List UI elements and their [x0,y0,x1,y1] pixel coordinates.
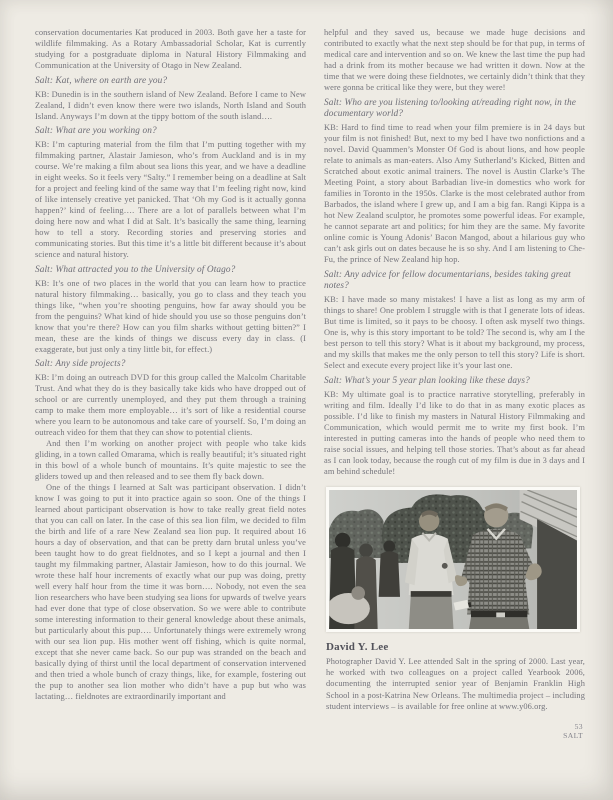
interview-answer: conservation documentaries Kat produced in 2003. Both gave her a taste for wildlife filmmaking. As a Rotary Ambassadorial Scholar, Kat is currently studying for a postgraduate diploma in Natural History Filmmaking and Communication at the University of Otago in New Zealand. [35,28,306,70]
interview-answer: KB: Hard to find time to read when your film premiere is in 24 days but your film is not finished! But, next to my bed I have two nonfictions and a novel. David Quammen’s Monster Of God is about lions, and how people relate to animals as man-eaters. Also Amy Sutherland’s Kicked, Bitten and Scratched about exotic animal trainers. The novel is Austin Clarke’s The Meeting Point, a story about Barbadian live-in domestics who work for families in Toronto in the 1950s. Clarke is the most celebrated author from Barbados, the island where I grew up, and I am a big fan. Rangi Kippa is a hot New Zealand sculptor, he promotes some powerful ideas. For example, he cannot separate art and politics; for him they are the same. My favorite online comic is Young Adonis’ Bacon Mangod, about a hilarious guy who can’t ask girls out on dates because he is so shy. And I am listening to Che-Fu, the prince of New Zealand hip hop. [324,123,585,264]
left-column [35,27,306,702]
interview-answer: KB: Dunedin is in the southern island of New Zealand. Before I came to New Zealand, I didn’t even know there were two islands, North Island and South Island. Anyways I’m down at the tippy bottom of the south island…. [35,89,306,121]
right-column-text [324,27,585,477]
interview-question: Salt: Any side projects? [35,359,126,369]
interview-question: Salt: What’s your 5 year plan looking like these days? [324,375,530,386]
interview-answer: And then I’m working on another project with people who take kids gliding, in a town called Omarama, which is really beautiful; it’s situated right in this bowl of a whole bunch of mountains. It’s quite majestic to see the gliders towed up and then released and to see them fly back down. [35,439,306,481]
interview-answer: KB: It’s one of two places in the world that you can learn how to practice natural history filmmaking… basically, you go to class and they teach you things like, “when you’re shooting penguins, how far away should you be from the penguins? What kind of hide should you use so those penguins don’t know that you’re there? How can you film sharks without getting bitten?” I mean, these are the kinds of things we discuss every day in class. (I exaggerate, but just only a tiny little bit, for effect.) [35,278,306,354]
interview-answer: KB: I have made so many mistakes! I have a list as long as my arm of things to share! One problem I struggle with is that I generate lots of ideas. But time is limited, so it pays to be choosy. I often ask myself two things. One is, why is this story important to be told? The second is, why am I the best person to tell this story? What is it about my background, my process, and my skills that makes me the only person to tell this story? Life is short. Select and execute every project like it’s your last one. [324,295,585,370]
photo-two-men-outdoors [329,490,577,629]
photo-caption-title: David Y. Lee [326,640,389,653]
interview-answer: helpful and they saved us, because we made huge decisions and contributed to exactly what the next step should be for that pup, in terms of medical care and intervention and so on. We knew the last time the pup had had a drink from its mother because we had written it down. Now at the time that we were doing these fieldnotes, we certainly didn’t think that they were gonna be critical like they were, but they were! [324,28,585,92]
interview-question: Salt: Kat, where on earth are you? [35,75,168,86]
interview-question: Salt: Any advice for fellow documentarians, besides taking great notes? [324,269,571,291]
interview-answer: One of the things I learned at Salt was participant observation. I didn’t know I was going to put it into practice again so soon. One of the things I learned about participant observation is how to take really great field notes that you can call on later. In the case of this sea lion film, we decided to film the birth and life of a rare New Zealand sea lion pup. It required about 16 hours a day of observation, and that can be pretty darn brutal unless you’ve been taught how to do great fieldnotes, and so I kept a journal and then I taught my filmmaking partner, Alastair Jamieson, how to do this journal. We wrote these half hour increments of exactly what our pup was doing, pretty well every half hour from the time it was born…. Nobody, not even the sea lion researchers who have been studying sea lions for upwards of twelve years had ever done that type of close observation. So we were able to contribute some interesting information to their general knowledge about these animals, but particularly about this pup…. Unfortunately things were extremely wrong with our sea lion pup. His mother went off fishing, which is quite normal, except that she never came back. So our pup was stranded on the beach and basically dying of thirst until the local department of conservation intervened and then tried a whole bunch of crazy things, like, for example, fostering out the pup to another sea lion mother who didn’t have a pup but who was lactating… fieldnotes are extraordinarily important and [35,483,306,701]
interview-question: Salt: What are you working on? [35,126,157,136]
interview-answer: KB: I’m doing an outreach DVD for this group called the Malcolm Charitable Trust. And what they do is they basically take kids who have dropped out of school or are currently unemployed, and they put them through a training camp to make them more employable… it’s sort of like a residential course where you learn to be autonomous and take care of yourself. So, I’m doing an outreach video for them that they can show to potential clients. [35,373,306,437]
interview-question: Salt: What attracted you to the University of Otago? [35,264,236,275]
photo-caption: Photographer David Y. Lee attended Salt in the spring of 2000. Last year, he worked with two colleagues on a project called Yearbook 2006, documenting the interrupted senior year of Benjamin Franklin High School in a post-Katrina New Orleans. The multimedia project – including student interviews – is available for free online at www.y06.org. [326,656,585,712]
magazine-name: SALT [563,730,583,740]
article-photo [326,487,580,632]
interview-question: Salt: Who are you listening to/looking at/reading right now, in the documentary world? [324,97,576,119]
page-number-block [324,722,585,740]
interview-answer: KB: My ultimate goal is to practice narrative storytelling, preferably in writing and film. Ideally I’d like to do that in as many exotic places as possible. I’d like to finish my masters in Natural History Filmmaking and Communication, which would permit me to write my first book. I’m interested in putting cameras into the hands of people who need them to raise social issues, and helping tell those stories. That’s about as far ahead as I can look today, because the rough cut of my film is due in 3 days and I am behind schedule! [324,389,585,476]
right-column [324,27,585,740]
page-number: 53 [574,721,583,731]
interview-answer: KB: I’m capturing material from the film that I’m putting together with my filmmaking partner, Alastair Jamieson, who’s from Auckland and is in my course. We’re making a film about sea lions this year, and we have a deadline in eight weeks. So it feels very “Salty.” I remember being on a deadline at Salt for a project and feeling kind of the same way that I’m feeling right now, kind of like intensely creative yet panicked. That ‘Oh my God is it actually gonna happen?’ kind of feeling…. There are a lot of parallels between what I’m doing here now and what I did at Salt. It’s basically the same thing, learning how to tell a story. Recording stories and preserving stories and communicating stories. But this time it’s a little bit different because it’s about science and natural history. [35,140,306,259]
